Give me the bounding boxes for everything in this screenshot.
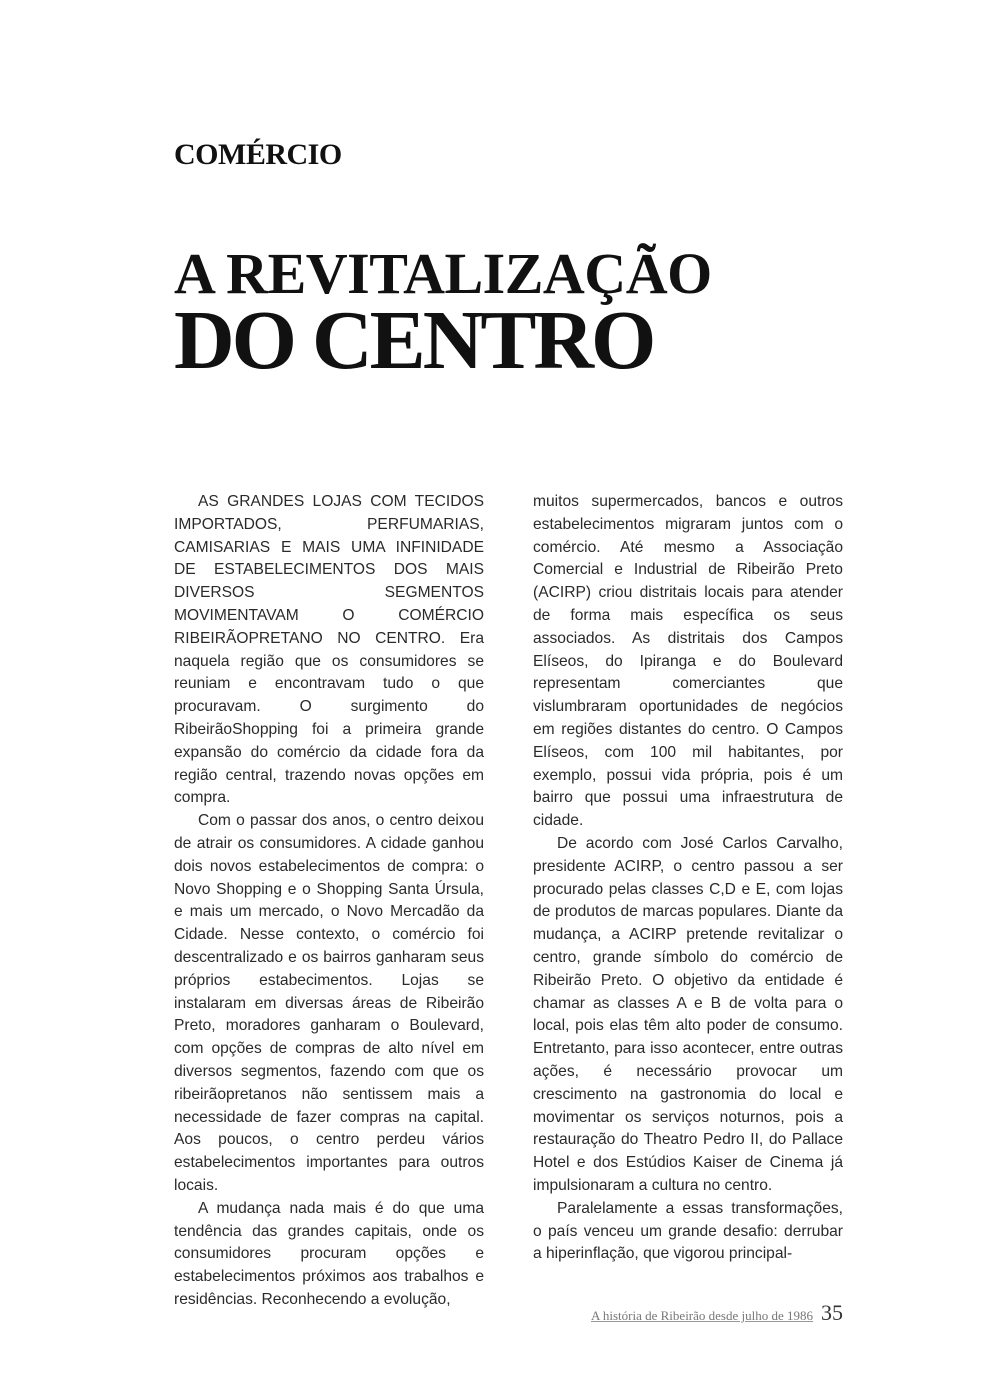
article-headline [174, 241, 712, 387]
paragraph: AS GRANDES LOJAS COM TECIDOS IMPORTADOS, PERFUMARIAS, CAMISARIAS E MAIS UMA INFINIDADE DE ESTABELECIMENTOS DOS MAIS DIVERSOS SEGMENTOS MOVIMENTAVAM O COMÉRCIO RIBEIRÃOPRETANO NO CENTRO. Era naquela região que os consumidores se reuniam e encontravam tudo o que procuravam. O surgimento do RibeirãoShopping foi a primeira grande expansão do comércio da cidade fora da região central, trazendo novas opções em compra. [174, 493, 484, 807]
paragraph: A mudança nada mais é do que uma tendência das grandes capitais, onde os consumidores procuram opções e estabelecimentos próximos aos trabalhos e residências. Reconhecendo a evolução, [174, 1199, 484, 1308]
left-column [174, 491, 484, 1312]
paragraph: De acordo com José Carlos Carvalho, presidente ACIRP, o centro passou a ser procurado pelas classes C,D e E, com lojas de produtos de marcas populares. Diante da mudança, a ACIRP pretende revitalizar o centro, grande símbolo do comércio de Ribeirão Preto. O objetivo da entidade é chamar as classes A e B de volta para o local, pois elas têm alto poder de consumo. Entretanto, para isso acontecer, entre outras ações, é necessário provocar um crescimento na gastronomia do local e movimentar os serviços noturnos, pois a restauração do Theatro Pedro II, do Pallace Hotel e dos Estúdios Kaiser de Cinema já impulsionaram a cultura no centro. [533, 834, 843, 1194]
page-number: 35 [821, 1300, 843, 1325]
right-column [533, 491, 843, 1266]
running-title: A história de Ribeirão desde julho de 1986 [590, 1308, 813, 1323]
headline-line-2: DO CENTRO [174, 294, 654, 387]
section-label: COMÉRCIO [174, 138, 342, 171]
headline-line-1: A REVITALIZAÇÃO [174, 241, 712, 306]
paragraph: Paralelamente a essas transformações, o país venceu um grande desafio: derrubar a hiperinflação, que vigorou principal- [533, 1199, 843, 1263]
page-footer [591, 1300, 843, 1326]
paragraph: muitos supermercados, bancos e outros estabelecimentos migraram juntos com o comércio. Até mesmo a Associação Comercial e Industrial de Ribeirão Preto (ACIRP) criou distritais locais para atender de forma mais específica os seus associados. As distritais dos Campos Elíseos, do Ipiranga e do Boulevard representam comerciantes que vislumbraram oportunidades de negócios em regiões distantes do centro. O Campos Elíseos, com 100 mil habitantes, por exemplo, possui vida própria, pois é um bairro que possui uma infraestrutura de cidade. [533, 493, 843, 830]
paragraph: Com o passar dos anos, o centro deixou de atrair os consumidores. A cidade ganhou dois novos estabelecimentos de compra: o Novo Shopping e o Shopping Santa Úrsula, e mais um mercado, o Novo Mercadão da Cidade. Nesse contexto, o comércio foi descentralizado e os bairros ganharam seus próprios estabecimentos. Lojas se instalaram em diversas áreas de Ribeirão Preto, moradores ganharam o Boulevard, com opções de compras de alto nível em diversos segmentos, fazendo com que os ribeirãopretanos não sentissem mais a necessidade de fazer compras na capital. Aos poucos, o centro perdeu vários estabelecimentos importantes para outros locais. [174, 812, 484, 1194]
